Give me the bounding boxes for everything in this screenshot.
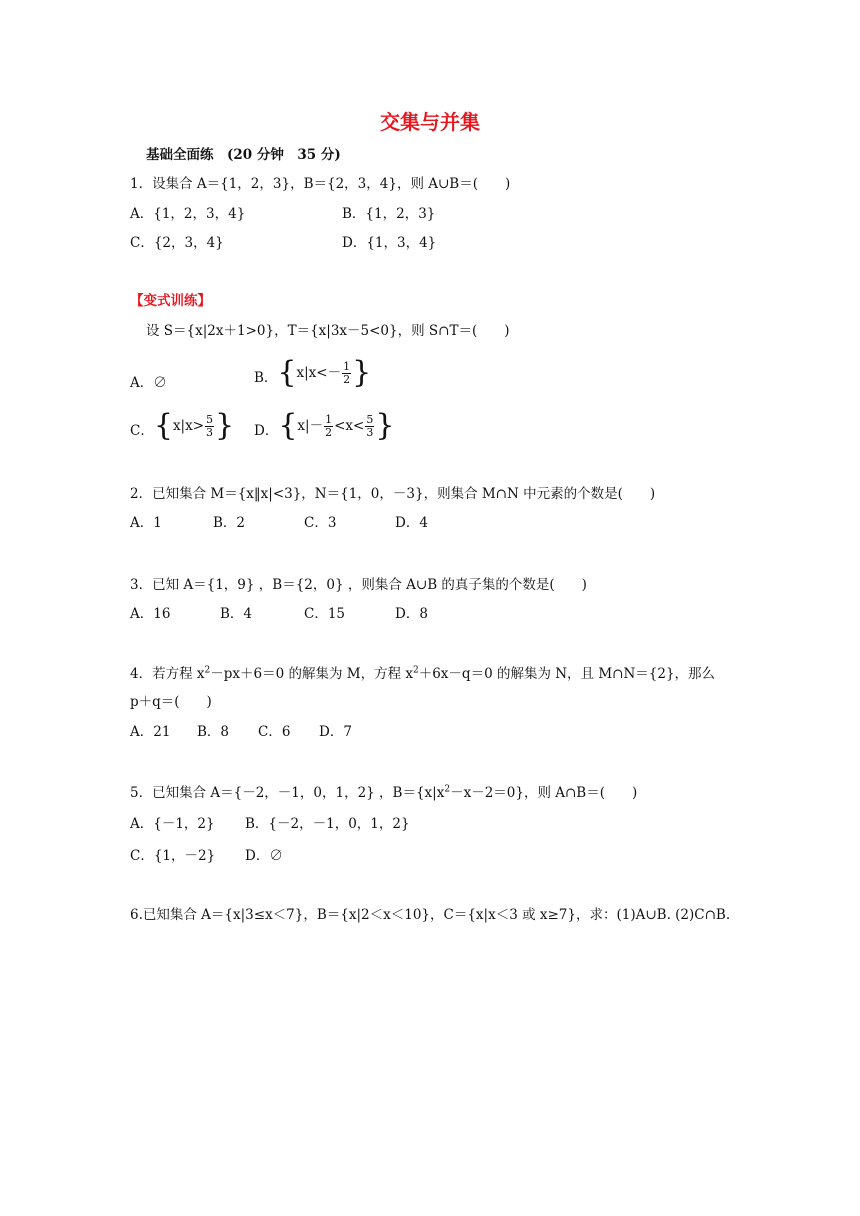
question-2-option-b: B．2 [213, 515, 246, 531]
variant-option-c-label: C． [130, 423, 154, 439]
right-brace-icon: } [375, 408, 395, 443]
question-5-option-c: C．{1，－2} [130, 848, 216, 864]
question-2-option-d: D．4 [395, 515, 428, 531]
left-brace-icon: { [153, 408, 173, 443]
question-4-stem-line2: p＋q＝( ) [130, 694, 212, 710]
question-1-option-a: A．{1，2，3，4} [130, 206, 246, 222]
question-4-option-b: B．8 [197, 724, 230, 740]
fraction [342, 361, 351, 386]
right-brace-icon: } [352, 355, 372, 390]
fraction [324, 414, 333, 439]
question-1-option-b: B．{1，2，3} [342, 206, 436, 222]
exponent: 2 [204, 665, 211, 676]
variant-option-c-set-text: x|x> [172, 418, 205, 434]
question-1-option-d: D．{1，3，4} [342, 235, 437, 251]
question-1-option-c: C．{2，3，4} [130, 235, 224, 251]
fraction-denominator: 2 [343, 372, 351, 386]
question-5-option-a: A．{－1，2} [130, 816, 215, 832]
section-heading: 基础全面练 (20 分钟 35 分) [146, 147, 341, 163]
question-4-stem-part2: －px＋6＝0 的解集为 M，方程 x [210, 666, 413, 682]
question-5-option-d: D．∅ [245, 848, 283, 864]
question-4-option-a: A．21 [130, 724, 171, 740]
fraction [205, 414, 214, 439]
question-5-stem-part1: 5．已知集合 A＝{－2，－1，0，1，2} ，B＝{x|x [130, 785, 445, 801]
question-3-option-d: D．8 [395, 606, 428, 622]
question-2-stem: 2．已知集合 M＝{x‖x|<3}，N＝{1，0，－3}，则集合 M∩N 中元素的个数是( ) [130, 486, 656, 502]
question-6-stem: 6.已知集合 A＝{x|3≤x＜7}，B＝{x|2＜x＜10}，C＝{x|x＜3 或 x≥7}，求：(1)A∪B. (2)C∩B. [130, 907, 731, 923]
fraction-denominator: 3 [206, 425, 214, 439]
variant-option-b-label: B． [254, 370, 278, 386]
variant-option-b-set-text: x|x<－ [296, 365, 342, 381]
question-2-option-a: A．1 [130, 515, 162, 531]
variant-option-d-label: D． [254, 423, 279, 439]
variant-option-d-set-text: x|－ [297, 418, 324, 434]
question-4-stem-part1: 4．若方程 x [130, 666, 205, 682]
question-3-option-a: A．16 [130, 606, 171, 622]
variant-option-a: A．∅ [130, 375, 167, 391]
variant-option-c [130, 409, 234, 448]
question-3-stem: 3．已知 A＝{1，9} ，B＝{2，0} ，则集合 A∪B 的真子集的个数是( ) [130, 577, 587, 593]
fraction-numerator: 1 [343, 359, 351, 373]
question-4-stem-part3: ＋6x－q＝0 的解集为 N，且 M∩N＝{2}，那么 [418, 666, 716, 682]
question-1-stem: 1．设集合 A＝{1，2，3}，B＝{2，3，4}，则 A∪B＝( ) [130, 176, 511, 192]
question-2-option-c: C．3 [304, 515, 337, 531]
question-3-option-c: C．15 [304, 606, 346, 622]
fraction-numerator: 5 [366, 412, 374, 426]
question-4-option-d: D．7 [319, 724, 352, 740]
variant-option-d [254, 409, 394, 448]
fraction-denominator: 2 [325, 425, 333, 439]
question-3-option-b: B．4 [220, 606, 253, 622]
question-5-stem [130, 784, 637, 802]
page-title: 交集与并集 [380, 110, 480, 134]
question-4-stem [130, 665, 715, 683]
fraction-numerator: 5 [206, 412, 214, 426]
variant-stem: 设 S＝{x|2x＋1>0}，T＝{x|3x－5<0}，则 S∩T＝( ) [146, 323, 510, 339]
left-brace-icon: { [277, 355, 297, 390]
fraction [365, 414, 374, 439]
variant-option-d-middle-text: <x< [334, 418, 365, 434]
variant-option-b [254, 356, 371, 395]
fraction-numerator: 1 [325, 412, 333, 426]
question-5-stem-part2: －x－2＝0}，则 A∩B＝( ) [450, 785, 638, 801]
exponent: 2 [412, 665, 419, 676]
question-5-option-b: B．{－2，－1，0，1，2} [245, 816, 410, 832]
left-brace-icon: { [278, 408, 298, 443]
variant-training-label: 【变式训练】 [130, 293, 211, 309]
right-brace-icon: } [215, 408, 235, 443]
question-4-option-c: C．6 [258, 724, 291, 740]
exponent: 2 [444, 784, 451, 795]
fraction-denominator: 3 [366, 425, 374, 439]
